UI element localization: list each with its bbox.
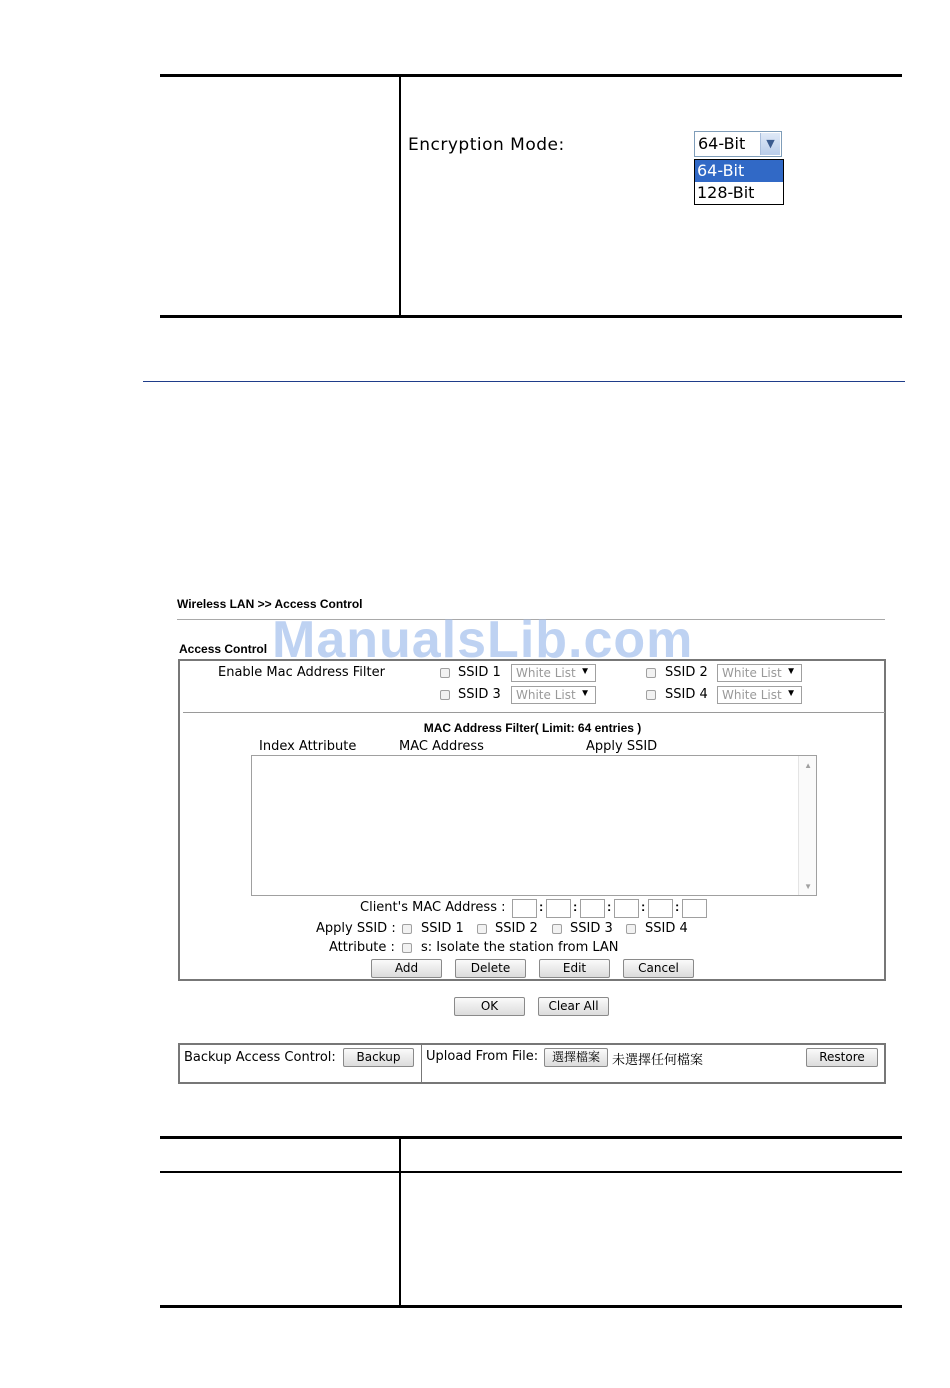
ssid3-list-value: White List xyxy=(516,688,576,702)
chevron-down-icon: ▼ xyxy=(580,666,590,677)
encryption-mode-label: Encryption Mode: xyxy=(408,135,565,155)
panel-divider xyxy=(183,712,885,713)
encryption-mode-select[interactable] xyxy=(694,131,782,157)
attribute-label: Attribute : xyxy=(329,940,395,955)
mac-octet-1-input[interactable] xyxy=(512,899,537,918)
ssid3-label: SSID 3 xyxy=(458,687,501,702)
ssid3-filter-checkbox[interactable] xyxy=(440,690,450,700)
add-button[interactable]: Add xyxy=(371,959,442,978)
apply-ssid4-checkbox[interactable] xyxy=(626,924,636,934)
table-column-divider xyxy=(399,1139,401,1305)
list-scrollbar[interactable] xyxy=(798,756,816,895)
chevron-down-icon: ▼ xyxy=(580,688,590,699)
mac-separator: : xyxy=(641,899,646,914)
ssid4-list-value: White List xyxy=(722,688,782,702)
encryption-option-64[interactable]: 64-Bit xyxy=(695,160,783,182)
section-title: Access Control xyxy=(179,642,268,656)
apply-ssid3-checkbox[interactable] xyxy=(552,924,562,934)
clear-all-button[interactable]: Clear All xyxy=(538,997,609,1016)
mac-address-list[interactable] xyxy=(251,755,817,896)
column-mac-address: MAC Address xyxy=(399,739,484,754)
mac-filter-title: MAC Address Filter( Limit: 64 entries ) xyxy=(423,721,642,735)
ssid1-list-value: White List xyxy=(516,666,576,680)
delete-button[interactable]: Delete xyxy=(455,959,526,978)
enable-mac-filter-label: Enable Mac Address Filter xyxy=(218,665,385,680)
column-index-attribute: Index Attribute xyxy=(259,739,357,754)
backup-button[interactable]: Backup xyxy=(343,1048,414,1067)
backup-label: Backup Access Control: xyxy=(184,1050,336,1065)
encryption-mode-dropdown-list xyxy=(694,159,784,205)
apply-ssid1-label: SSID 1 xyxy=(421,921,464,936)
ssid1-label: SSID 1 xyxy=(458,665,501,680)
scroll-down-icon[interactable]: ▼ xyxy=(804,882,812,891)
apply-ssid1-checkbox[interactable] xyxy=(402,924,412,934)
watermark: ManualsLib.com xyxy=(272,611,694,669)
isolate-station-checkbox[interactable] xyxy=(402,943,412,953)
edit-button[interactable]: Edit xyxy=(539,959,610,978)
no-file-chosen-text: 未選擇任何檔案 xyxy=(612,1053,704,1068)
restore-button[interactable]: Restore xyxy=(806,1048,878,1067)
chevron-down-icon[interactable]: ▼ xyxy=(760,133,780,155)
apply-ssid-label: Apply SSID : xyxy=(316,921,396,936)
cancel-button[interactable]: Cancel xyxy=(623,959,694,978)
doc-table-top xyxy=(160,74,902,318)
apply-ssid2-checkbox[interactable] xyxy=(477,924,487,934)
doc-table-bottom xyxy=(160,1136,902,1308)
scroll-up-icon[interactable]: ▲ xyxy=(804,761,812,770)
ssid2-label: SSID 2 xyxy=(665,665,708,680)
apply-ssid4-label: SSID 4 xyxy=(645,921,688,936)
ssid4-list-select[interactable] xyxy=(717,686,802,704)
ssid4-label: SSID 4 xyxy=(665,687,708,702)
apply-ssid3-label: SSID 3 xyxy=(570,921,613,936)
ssid2-list-select[interactable] xyxy=(717,664,802,682)
chevron-down-icon: ▼ xyxy=(786,666,796,677)
mac-separator: : xyxy=(573,899,578,914)
isolate-station-label: s: Isolate the station from LAN xyxy=(421,940,619,955)
backup-panel-divider xyxy=(421,1045,422,1082)
ssid3-list-select[interactable] xyxy=(511,686,596,704)
mac-octet-3-input[interactable] xyxy=(580,899,605,918)
upload-label: Upload From File: xyxy=(426,1049,539,1064)
breadcrumb: Wireless LAN >> Access Control xyxy=(177,597,363,611)
encryption-mode-value: 64-Bit xyxy=(698,134,746,153)
client-mac-label: Client's MAC Address : xyxy=(360,900,506,915)
mac-separator: : xyxy=(539,899,544,914)
mac-octet-5-input[interactable] xyxy=(648,899,673,918)
ok-button[interactable]: OK xyxy=(454,997,525,1016)
choose-file-button[interactable]: 選擇檔案 xyxy=(544,1048,608,1067)
mac-octet-2-input[interactable] xyxy=(546,899,571,918)
mac-octet-4-input[interactable] xyxy=(614,899,639,918)
table-header-divider xyxy=(160,1171,902,1173)
section-divider xyxy=(143,381,905,382)
chevron-down-icon: ▼ xyxy=(786,688,796,699)
encryption-option-128[interactable]: 128-Bit xyxy=(697,183,755,202)
table-column-divider xyxy=(399,77,401,315)
apply-ssid2-label: SSID 2 xyxy=(495,921,538,936)
mac-separator: : xyxy=(675,899,680,914)
ssid4-filter-checkbox[interactable] xyxy=(646,690,656,700)
mac-octet-6-input[interactable] xyxy=(682,899,707,918)
ssid2-list-value: White List xyxy=(722,666,782,680)
column-apply-ssid: Apply SSID xyxy=(586,739,658,754)
mac-separator: : xyxy=(607,899,612,914)
